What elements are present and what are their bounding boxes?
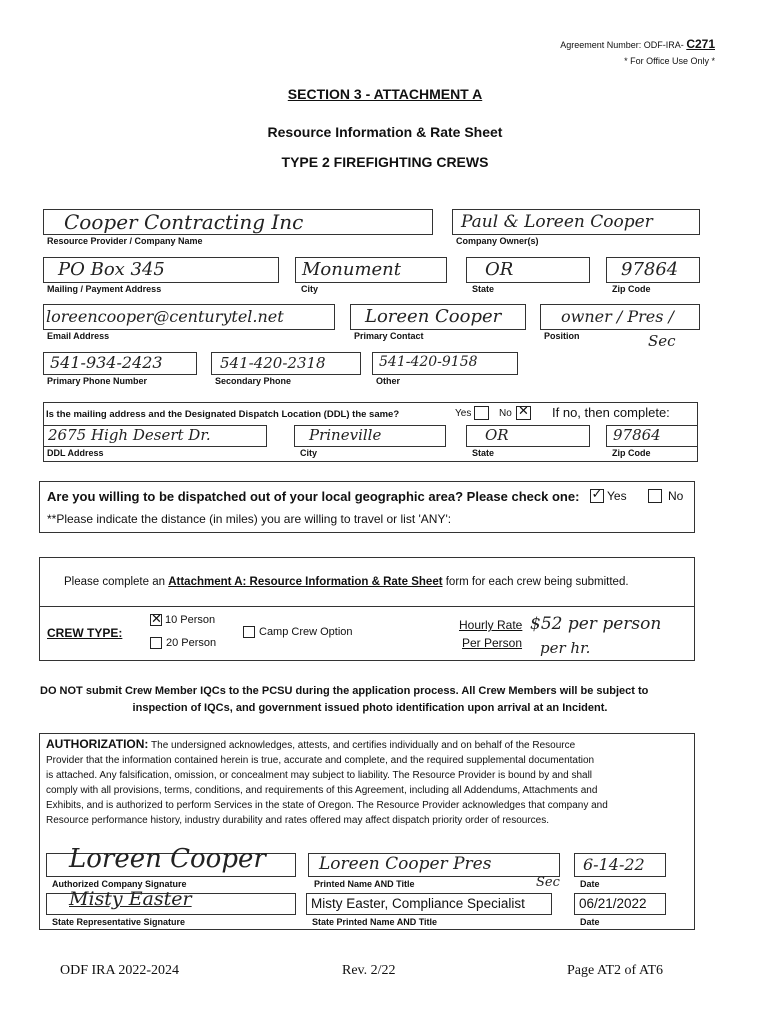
ddl-yes-label: Yes <box>455 408 472 419</box>
authorization-heading: AUTHORIZATION: <box>46 737 149 751</box>
ddl-address-field[interactable] <box>43 425 267 447</box>
crew-title: TYPE 2 FIREFIGHTING CREWS <box>281 154 489 170</box>
ddl-address-value: 2675 High Desert Dr. <box>48 426 211 444</box>
state-printed-field[interactable] <box>306 893 552 915</box>
state-printed-label: State Printed Name AND Title <box>312 917 438 927</box>
state-signature-field[interactable] <box>46 888 296 915</box>
contact-value: Loreen Cooper <box>365 306 502 327</box>
mail-value: PO Box 345 <box>58 259 165 280</box>
mail-label: Mailing / Payment Address <box>47 284 162 294</box>
date1-label: Date <box>580 879 600 889</box>
crew-10-checkbox[interactable]: ✕ <box>151 612 162 627</box>
authorization-line: Provider that the information contained herein is true, accurate and complete, and the required supplemental documentation <box>46 755 595 766</box>
ddl-state-label: State <box>472 448 495 458</box>
state-signature-label: State Representative Signature <box>52 917 186 927</box>
agreement-number <box>560 37 715 51</box>
section-title: SECTION 3 - ATTACHMENT A <box>287 86 483 102</box>
ddl-city-field[interactable] <box>294 425 446 447</box>
phone3-value: 541-420-9158 <box>379 354 478 370</box>
position-field[interactable] <box>540 304 700 330</box>
city-label: City <box>301 284 319 294</box>
phone3-field[interactable] <box>372 352 518 375</box>
state-printed-value: Misty Easter, Compliance Specialist <box>311 896 525 911</box>
dispatch-question: Are you willing to be dispatched out of your local geographic area? Please check one: <box>47 489 580 504</box>
position-value: owner / Pres / <box>561 307 674 326</box>
date2-label: Date <box>580 917 600 927</box>
email-label: Email Address <box>47 331 110 341</box>
notice-line-1: DO NOT submit Crew Member IQCs to the PCSU during the application process. All Crew Members will be subject to <box>40 685 649 697</box>
position-value-continued: Sec <box>648 332 676 350</box>
printed-name-field[interactable] <box>308 853 560 877</box>
crew-instruction <box>64 576 629 588</box>
phone3-label: Other <box>376 376 401 386</box>
crew-20-checkbox[interactable] <box>150 637 162 649</box>
printed-name-label: Printed Name AND Title <box>314 879 415 889</box>
crew-20-label: 20 Person <box>166 637 217 649</box>
owner-label: Company Owner(s) <box>456 236 539 246</box>
provider-label: Resource Provider / Company Name <box>47 236 203 246</box>
phone1-field[interactable] <box>43 352 197 375</box>
state-field[interactable] <box>466 257 590 283</box>
printed-title-continued: Sec <box>536 875 560 890</box>
date2-field[interactable] <box>574 893 666 915</box>
notice-line-2: inspection of IQCs, and government issued photo identification upon arrival at an Incident. <box>132 702 608 714</box>
city-value: Monument <box>302 259 401 280</box>
ddl-state-field[interactable] <box>466 425 590 447</box>
dispatch-yes-label: Yes <box>607 489 627 503</box>
agreement-label: Agreement Number: ODF-IRA- <box>560 40 684 50</box>
footer-left: ODF IRA 2022-2024 <box>60 963 180 978</box>
ddl-no-label: No <box>499 408 512 419</box>
ddl-address-label: DDL Address <box>47 448 104 458</box>
ddl-city-label: City <box>300 448 318 458</box>
state-signature-value: Misty Easter <box>69 888 192 910</box>
email-field[interactable] <box>43 304 335 330</box>
owner-value: Paul & Loreen Cooper <box>461 212 653 232</box>
contact-label: Primary Contact <box>354 331 424 341</box>
crew-section <box>39 557 695 661</box>
state-label: State <box>472 284 495 294</box>
office-use-note: * For Office Use Only * <box>624 56 715 66</box>
dispatch-yes-checkbox[interactable]: ✓ <box>591 487 603 502</box>
company-signature-label: Authorized Company Signature <box>52 879 187 889</box>
state-value: OR <box>485 259 514 280</box>
rate-value-1[interactable]: $52 per person <box>530 614 662 634</box>
crew-10-label: 10 Person <box>165 614 216 626</box>
camp-crew-checkbox[interactable] <box>243 626 255 638</box>
footer-right: Page AT2 of AT6 <box>567 963 664 978</box>
date2-value: 06/21/2022 <box>579 896 647 911</box>
agreement-value: C271 <box>686 37 715 51</box>
authorization-line: comply with all provisions, terms, conditions, and requirements of this Agreement, including all Addendums, Attachments and <box>46 785 598 796</box>
crew-instruction-pre: Please complete an <box>64 576 169 588</box>
email-value: loreencooper@centurytel.net <box>46 307 284 326</box>
rate-value-2[interactable]: per hr. <box>540 639 591 657</box>
zip-field[interactable] <box>606 257 700 283</box>
authorization-line: Resource performance history, industry durability and rates offered may affect dispatch priority order of resources. <box>46 815 550 826</box>
company-signature-field[interactable] <box>46 844 296 877</box>
zip-value: 97864 <box>621 259 679 280</box>
camp-crew-label: Camp Crew Option <box>259 626 353 638</box>
ddl-if-no: If no, then complete: <box>552 405 670 420</box>
phone2-field[interactable] <box>211 352 361 375</box>
mail-field[interactable] <box>43 257 279 283</box>
rate-label-2: Per Person <box>462 636 523 650</box>
crew-instruction-post: form for each crew being submitted. <box>442 576 629 588</box>
provider-value: Cooper Contracting Inc <box>64 210 304 234</box>
provider-field[interactable] <box>43 209 433 235</box>
zip-label: Zip Code <box>612 284 651 294</box>
dispatch-distance-note: **Please indicate the distance (in miles) you are willing to travel or list 'ANY': <box>47 512 452 526</box>
phone1-label: Primary Phone Number <box>47 376 148 386</box>
position-label: Position <box>544 331 580 341</box>
contact-field[interactable] <box>350 304 526 330</box>
crew-type-label: CREW TYPE: <box>47 626 123 640</box>
date1-field[interactable] <box>574 853 666 877</box>
printed-name-value: Loreen Cooper Pres <box>319 854 492 874</box>
ddl-city-value: Prineville <box>309 426 382 444</box>
phone2-value: 541-420-2318 <box>220 354 326 372</box>
crew-instruction-link: Attachment A: Resource Information & Rate Sheet <box>168 576 443 588</box>
ddl-state-value: OR <box>485 426 509 444</box>
ddl-zip-field[interactable] <box>606 425 698 447</box>
footer-center: Rev. 2/22 <box>342 963 396 978</box>
ddl-question: Is the mailing address and the Designated Dispatch Location (DDL) the same? <box>46 409 400 420</box>
company-signature-value: Loreen Cooper <box>69 844 266 874</box>
ddl-yes-checkbox[interactable] <box>474 406 489 420</box>
ddl-no-checkbox[interactable]: ✕ <box>516 406 531 420</box>
authorization-text-first: The undersigned acknowledges, attests, and certifies individually and on behalf of the Resource <box>148 740 576 751</box>
authorization-first-line <box>46 737 692 753</box>
ddl-zip-value: 97864 <box>613 426 661 444</box>
dispatch-no-checkbox[interactable] <box>648 489 662 503</box>
crew-divider <box>39 606 695 607</box>
sheet-title: Resource Information & Rate Sheet <box>267 124 503 140</box>
rate-label-1: Hourly Rate <box>459 618 523 632</box>
owner-field[interactable] <box>452 209 700 235</box>
city-field[interactable] <box>295 257 447 283</box>
phone1-value: 541-934-2423 <box>50 353 163 372</box>
dispatch-no-label: No <box>668 489 684 503</box>
phone2-label: Secondary Phone <box>215 376 292 386</box>
authorization-line: is attached. Any falsification, omission, or concealment may subject to liability. The Resource Provider is bound by and shall <box>46 770 593 781</box>
date1-value: 6-14-22 <box>583 855 645 874</box>
ddl-zip-label: Zip Code <box>612 448 651 458</box>
authorization-line: Exhibits, and is authorized to perform Services in the state of Oregon. The Resource Provider acknowledges that company and <box>46 800 608 811</box>
